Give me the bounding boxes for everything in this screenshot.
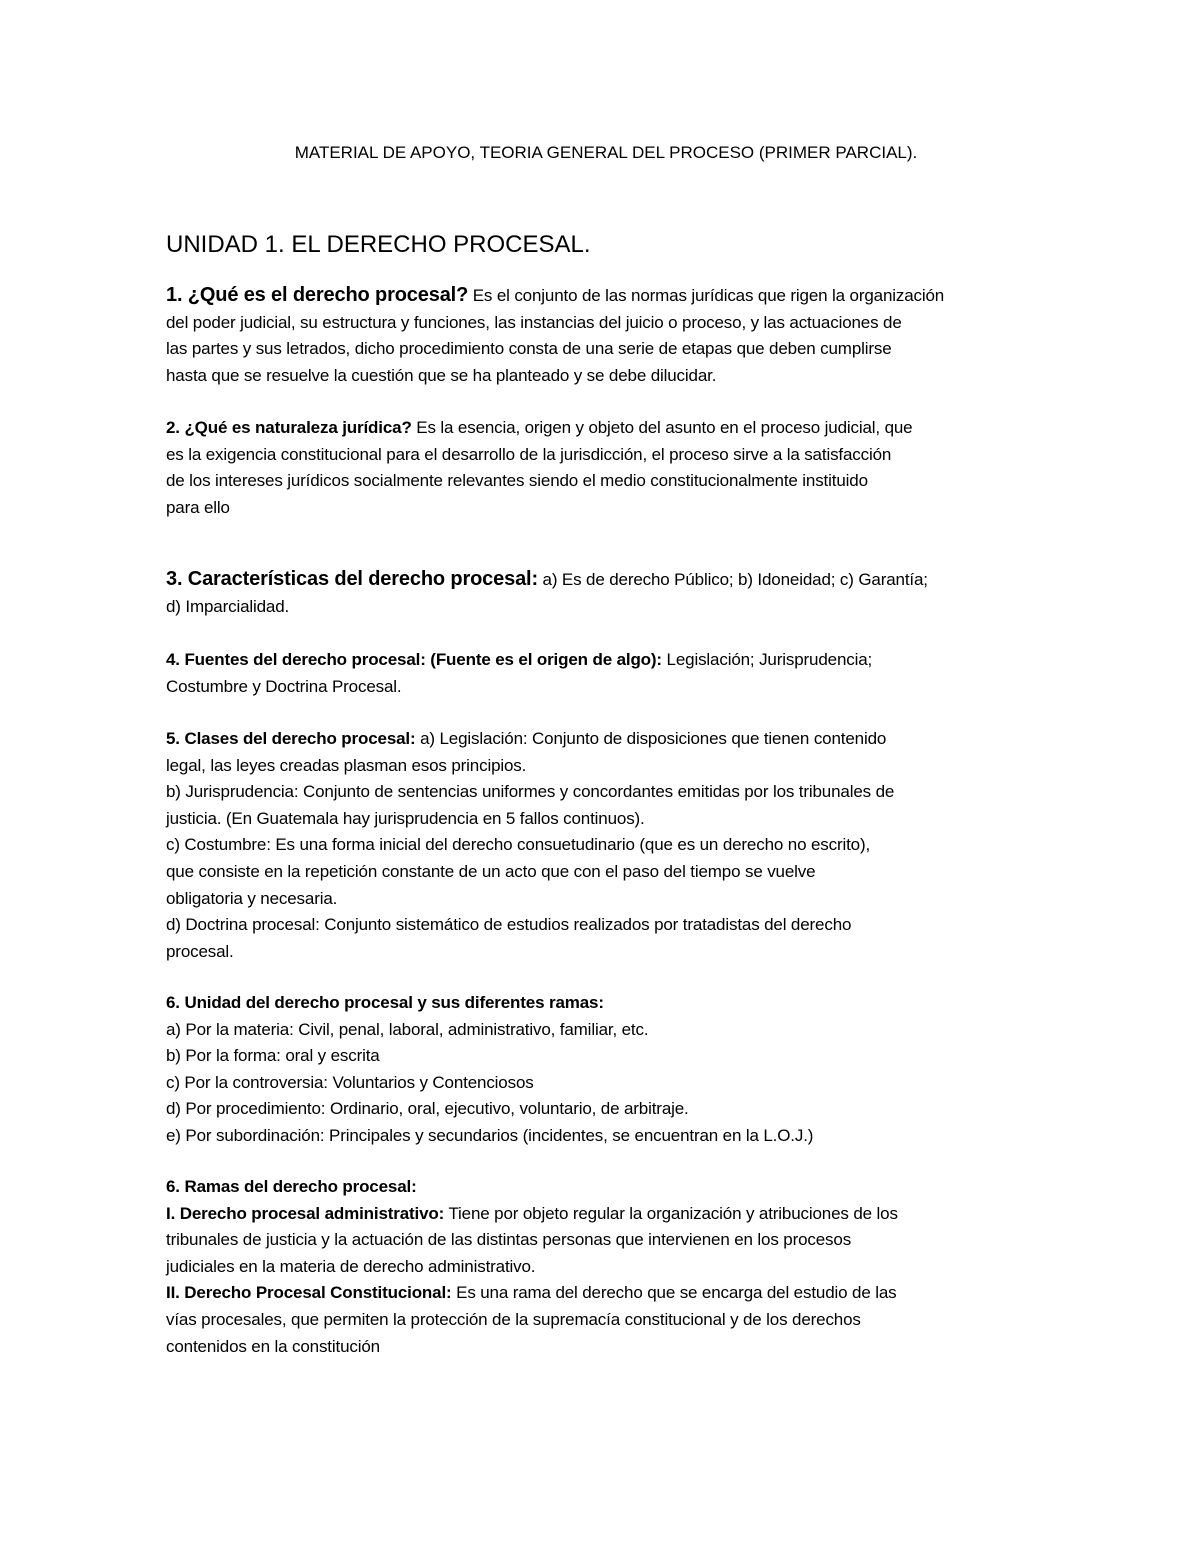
text-fragment: Es el conjunto de las normas jurídicas que rigen la organización (468, 286, 945, 305)
text-line (166, 415, 1046, 442)
text-line: judiciales en la materia de derecho administrativo. (166, 1256, 536, 1276)
list-item: c) Por la controversia: Voluntarios y Contenciosos (166, 1072, 534, 1092)
question-label-text: 6. Ramas del derecho procesal: (166, 1177, 417, 1196)
text-line (166, 282, 1046, 310)
text-line: es la exigencia constitucional para el desarrollo de la jurisdicción, el proceso sirve a la satisfacción (166, 444, 892, 464)
text-line: de los intereses jurídicos socialmente relevantes siendo el medio constitucionalmente instituido (166, 471, 868, 491)
text-line (166, 566, 1046, 594)
section-unity-and-branches (166, 990, 1046, 1150)
text-line (166, 726, 1046, 753)
section-branches (166, 1174, 1046, 1360)
list-item: b) Por la forma: oral y escrita (166, 1046, 380, 1066)
text-line: b) Jurisprudencia: Conjunto de sentencias uniformes y concordantes emitidas por los tribunales de (166, 782, 895, 802)
text-line: hasta que se resuelve la cuestión que se ha planteado y se debe dilucidar. (166, 365, 717, 385)
section-sources (166, 647, 1046, 700)
text-line: justicia. (En Guatemala hay jurisprudencia en 5 fallos continuos). (166, 808, 645, 828)
text-line: c) Costumbre: Es una forma inicial del derecho consuetudinario (que es un derecho no escrito), (166, 835, 871, 855)
text-line: obligatoria y necesaria. (166, 888, 338, 908)
text-fragment: a) Es de derecho Público; b) Idoneidad; c) Garantía; (537, 570, 928, 589)
question-label (166, 1174, 1046, 1201)
text-line: d) Doctrina procesal: Conjunto sistemático de estudios realizados por tratadistas del derecho (166, 915, 852, 935)
list-item: d) Por procedimiento: Ordinario, oral, ejecutivo, voluntario, de arbitraje. (166, 1099, 689, 1119)
text-line: Costumbre y Doctrina Procesal. (166, 676, 402, 696)
text-fragment: Es la esencia, origen y objeto del asunto en el proceso judicial, que (411, 418, 913, 437)
section-what-is-procedural-law (166, 282, 1046, 389)
text-fragment: Es una rama del derecho que se encarga del estudio de las (451, 1283, 897, 1303)
text-line: para ello (166, 497, 230, 517)
text-line (166, 647, 1046, 674)
text-line: tribunales de justicia y la actuación de las distintas personas que intervienen en los procesos (166, 1230, 852, 1250)
text-line: procesal. (166, 941, 234, 961)
text-line: las partes y sus letrados, dicho procedimiento consta de una serie de etapas que deben cumplirse (166, 339, 892, 359)
list-item: e) Por subordinación: Principales y secundarios (incidentes, se encuentran en la L.O.J.) (166, 1125, 814, 1145)
question-label: 4. Fuentes del derecho procesal: (Fuente es el origen de algo): (166, 650, 662, 669)
text-line: vías procesales, que permiten la protección de la supremacía constitucional y de los derechos (166, 1309, 861, 1329)
branch-label: II. Derecho Procesal Constitucional: (166, 1283, 452, 1303)
text-line (166, 1201, 1046, 1228)
text-line: del poder judicial, su estructura y funciones, las instancias del juicio o proceso, y las actuaciones de (166, 312, 902, 332)
list-item: a) Por la materia: Civil, penal, laboral, administrativo, familiar, etc. (166, 1019, 649, 1039)
text-fragment: Legislación; Jurisprudencia; (661, 650, 873, 669)
text-line: d) Imparcialidad. (166, 596, 290, 616)
section-legal-nature (166, 415, 1046, 521)
text-fragment: Tiene por objeto regular la organización y atribuciones de los (444, 1203, 898, 1223)
text-fragment: a) Legislación: Conjunto de disposiciones que tienen contenido (415, 729, 887, 748)
question-label (166, 990, 1046, 1017)
question-label: 5. Clases del derecho procesal: (166, 729, 416, 748)
section-characteristics (166, 566, 1046, 620)
branch-label: I. Derecho procesal administrativo: (166, 1203, 445, 1223)
text-line (166, 1280, 1046, 1307)
question-label-text: 6. Unidad del derecho procesal y sus diferentes ramas: (166, 993, 604, 1012)
text-line: legal, las leyes creadas plasman esos principios. (166, 755, 527, 775)
text-line: que consiste en la repetición constante de un acto que con el paso del tiempo se vuelve (166, 861, 816, 881)
unit-heading: UNIDAD 1. EL DERECHO PROCESAL. (166, 231, 591, 258)
document-title: MATERIAL DE APOYO, TEORIA GENERAL DEL PROCESO (PRIMER PARCIAL). (294, 143, 918, 162)
text-line: contenidos en la constitución (166, 1336, 380, 1356)
question-label: 3. Características del derecho procesal: (166, 568, 538, 590)
section-classes (166, 726, 1046, 965)
question-label: 2. ¿Qué es naturaleza jurídica? (166, 418, 412, 437)
question-label: 1. ¿Qué es el derecho procesal? (166, 284, 469, 306)
